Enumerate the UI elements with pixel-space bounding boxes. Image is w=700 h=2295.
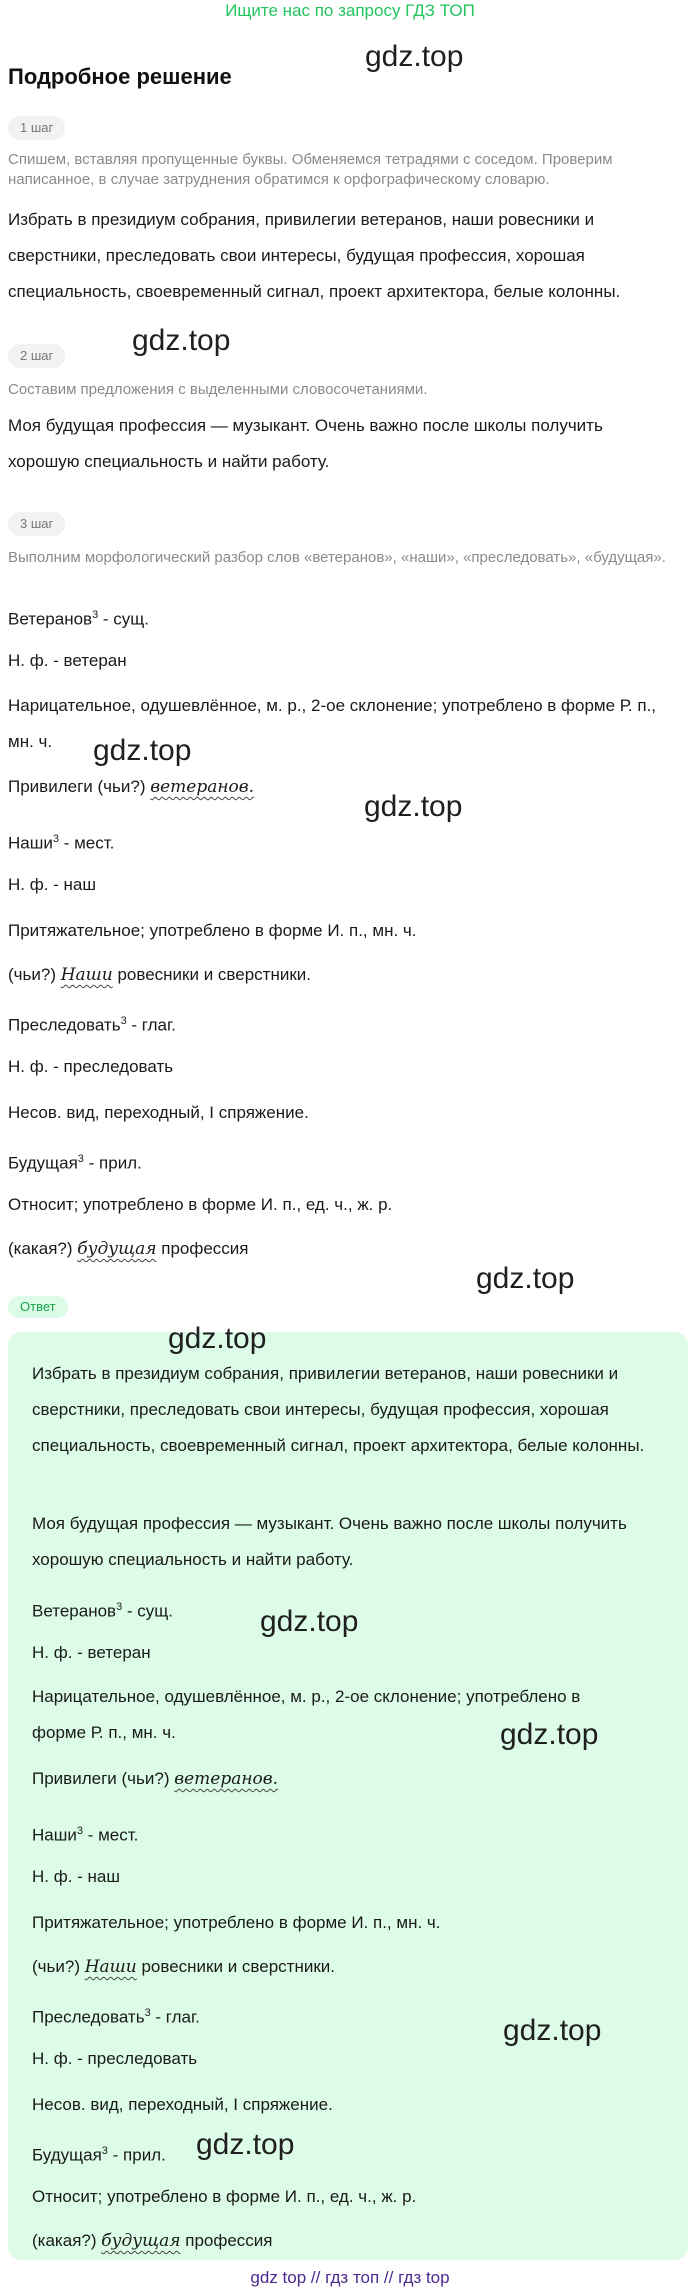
answer-morph-word-3: Преследовать$^3$ - глаг. (32, 2007, 200, 2027)
answer-morph-word-1-example: Привилеги (чьи?) ветеранов. (32, 1769, 279, 1789)
answer-morph-word-1-features-b: форме Р. п., мн. ч. (32, 1723, 176, 1742)
morph-word-1-features: Нарицательное, одушевлённое, м. р., 2-ое склонение; употреблено в форме Р. п., мн. ч. (8, 696, 657, 751)
step-2-description: Составим предложения с выделенными словосочетаниями. (8, 381, 428, 398)
watermark: gdz.top (365, 40, 464, 73)
morph-word-3-nf: Н. ф. - преследовать (8, 1057, 174, 1076)
morph-word-3-features: Несов. вид, переходный, I спряжение. (8, 1103, 309, 1122)
answer-morph-word-2-features: Притяжательное; употреблено в форме И. п., мн. ч. (32, 1913, 441, 1932)
watermark: gdz.top (196, 2128, 295, 2161)
step-1-text: Избрать в президиум собрания, привилегии ветеранов, наши ровесники и сверстники, преследовать свои интересы, будущая профессия, хорошая специальность, своевременный сигнал, проект архитектора, белые колонны. (8, 210, 621, 301)
footer-links: gdz top // гдз топ // гдз top (250, 2268, 450, 2287)
watermark: gdz.top (476, 1262, 575, 1295)
watermark: gdz.top (132, 324, 231, 357)
answer-morph-word-1-features-a: Нарицательное, одушевлённое, м. р., 2-ое склонение; употреблено в (32, 1687, 581, 1706)
answer-morph-word-2: Наши$^3$ - мест. (32, 1825, 139, 1845)
morph-word-1: Ветеранов$^3$ - сущ. (8, 609, 150, 629)
watermark: gdz.top (500, 1718, 599, 1751)
morph-word-2-features: Притяжательное; употреблено в форме И. п., мн. ч. (8, 921, 417, 940)
watermark: gdz.top (364, 790, 463, 823)
answer-morph-word-1: Ветеранов$^3$ - сущ. (32, 1601, 174, 1621)
step-3-badge: 3 шаг (8, 512, 65, 536)
morph-word-1-example: Привилеги (чьи?) ветеранов. (8, 777, 255, 797)
watermark: gdz.top (168, 1322, 267, 1355)
morph-word-4-example: (какая?) будущая профессия (8, 1239, 249, 1259)
step-2-badge: 2 шаг (8, 344, 65, 368)
answer-morph-word-1-nf: Н. ф. - ветеран (32, 1643, 151, 1662)
page-title: Подробное решение (8, 64, 232, 89)
answer-morph-word-2-example: (чьи?) Наши ровесники и сверстники. (32, 1957, 335, 1977)
answer-morph-word-4-features: Относит; употреблено в форме И. п., ед. ч., ж. р. (32, 2187, 417, 2206)
morph-word-1-nf: Н. ф. - ветеран (8, 651, 127, 670)
step-2-text: Моя будущая профессия — музыкант. Очень важно после школы получить хорошую специальность и найти работу. (8, 416, 603, 471)
answer-morph-word-4: Будущая$^3$ - прил. (32, 2145, 166, 2165)
watermark: gdz.top (503, 2014, 602, 2047)
morph-word-2-nf: Н. ф. - наш (8, 875, 97, 894)
morph-word-3: Преследовать$^3$ - глаг. (8, 1015, 176, 1035)
step-1-badge: 1 шаг (8, 116, 65, 140)
morph-word-2: Наши$^3$ - мест. (8, 833, 115, 853)
answer-morph-word-4-example: (какая?) будущая профессия (32, 2231, 273, 2251)
step-1-description: Спишем, вставляя пропущенные буквы. Обменяемся тетрадями с соседом. Проверим написанное, в случае затруднения обратимся к орфографическому словарю. (8, 151, 613, 188)
answer-step-1-text: Избрать в президиум собрания, привилегии ветеранов, наши ровесники и сверстники, преследовать свои интересы, будущая профессия, хорошая специальность, своевременный сигнал, проект архитектора, белые колонны. (32, 1364, 645, 1455)
morph-word-4: Будущая$^3$ - прил. (8, 1153, 142, 1173)
morph-word-4-features: Относит; употреблено в форме И. п., ед. ч., ж. р. (8, 1195, 393, 1214)
answer-panel (8, 1332, 688, 2260)
morph-word-2-example: (чьи?) Наши ровесники и сверстники. (8, 965, 311, 985)
search-banner: Ищите нас по запросу ГДЗ ТОП (225, 1, 475, 20)
answer-morph-word-3-nf: Н. ф. - преследовать (32, 2049, 198, 2068)
answer-morph-word-3-features: Несов. вид, переходный, I спряжение. (32, 2095, 333, 2114)
answer-badge: Ответ (8, 1296, 68, 1318)
watermark: gdz.top (260, 1605, 359, 1638)
step-3-description: Выполним морфологический разбор слов «ветеранов», «наши», «преследовать», «будущая». (8, 549, 666, 566)
watermark: gdz.top (93, 734, 192, 767)
answer-morph-word-2-nf: Н. ф. - наш (32, 1867, 121, 1886)
answer-step-2-text: Моя будущая профессия — музыкант. Очень важно после школы получить хорошую специальность и найти работу. (32, 1514, 627, 1569)
